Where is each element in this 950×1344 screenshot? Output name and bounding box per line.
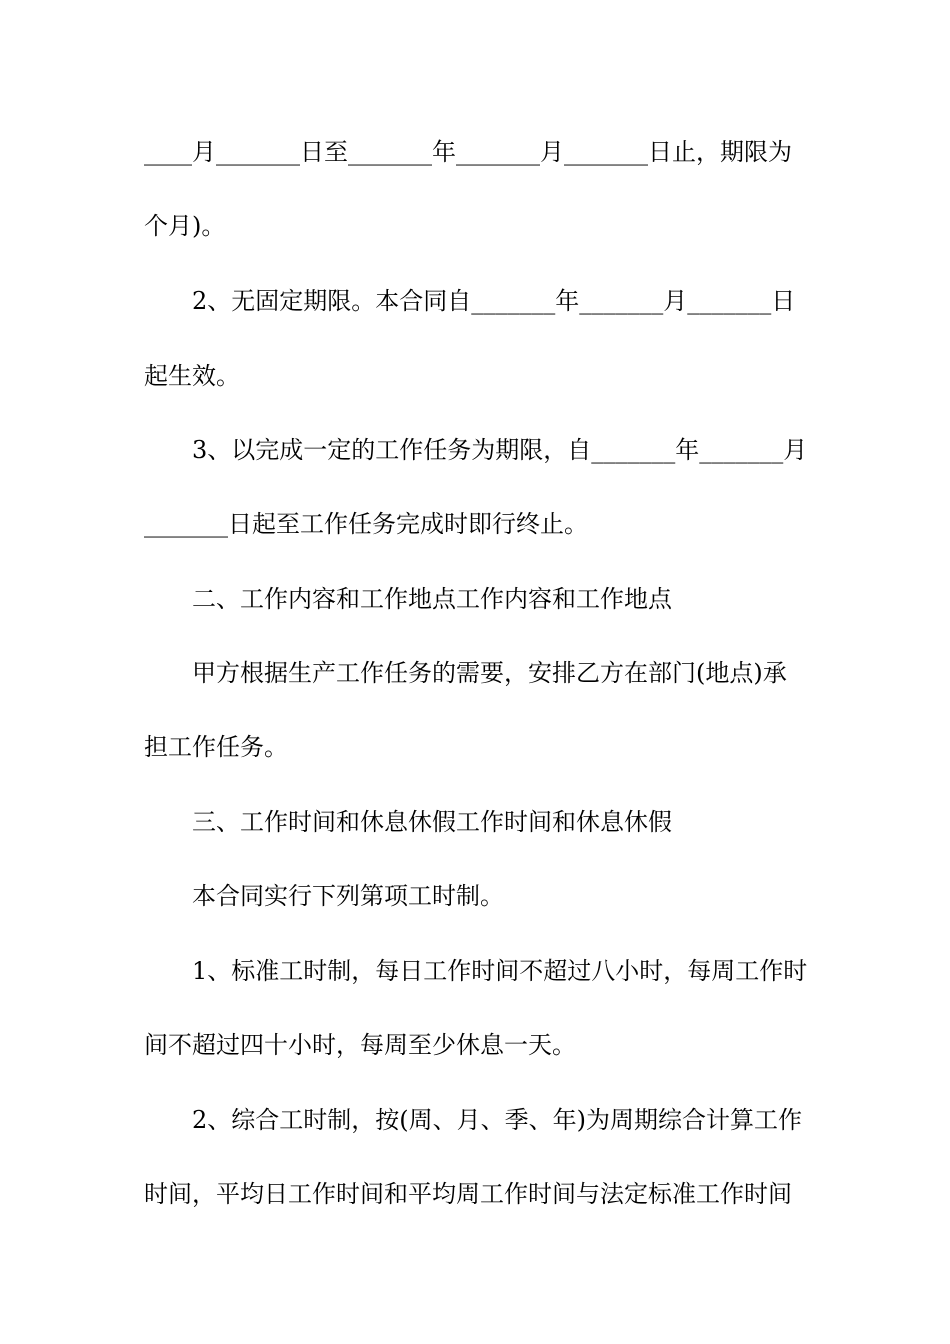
text-line: _______日起至工作任务完成时即行终止。: [144, 510, 588, 538]
text-line: 担工作任务。: [144, 733, 288, 761]
text-line: 3、以完成一定的工作任务为期限，自_______年_______月: [192, 436, 808, 464]
text-line: 2、综合工时制，按(周、月、季、年)为周期综合计算工作: [192, 1106, 802, 1134]
text-line: 起生效。: [144, 362, 240, 390]
text-line: 个月)。: [144, 212, 226, 240]
text-line: 2、无固定期限。本合同自_______年_______月_______日: [192, 287, 796, 315]
text-line: 1、标准工时制，每日工作时间不超过八小时，每周工作时: [192, 957, 808, 985]
text-line: 间不超过四十小时，每周至少休息一天。: [144, 1031, 576, 1059]
section-heading: 三、工作时间和休息休假工作时间和休息休假: [192, 808, 672, 836]
text-line: 甲方根据生产工作任务的需要，安排乙方在部门(地点)承: [192, 659, 787, 687]
text-line: 时间，平均日工作时间和平均周工作时间与法定标准工作时间: [144, 1180, 792, 1208]
text-line: ____月_______日至_______年_______月_______日止，期限为: [144, 138, 792, 166]
text-line: 本合同实行下列第项工时制。: [192, 882, 504, 910]
section-heading: 二、工作内容和工作地点工作内容和工作地点: [192, 585, 672, 613]
